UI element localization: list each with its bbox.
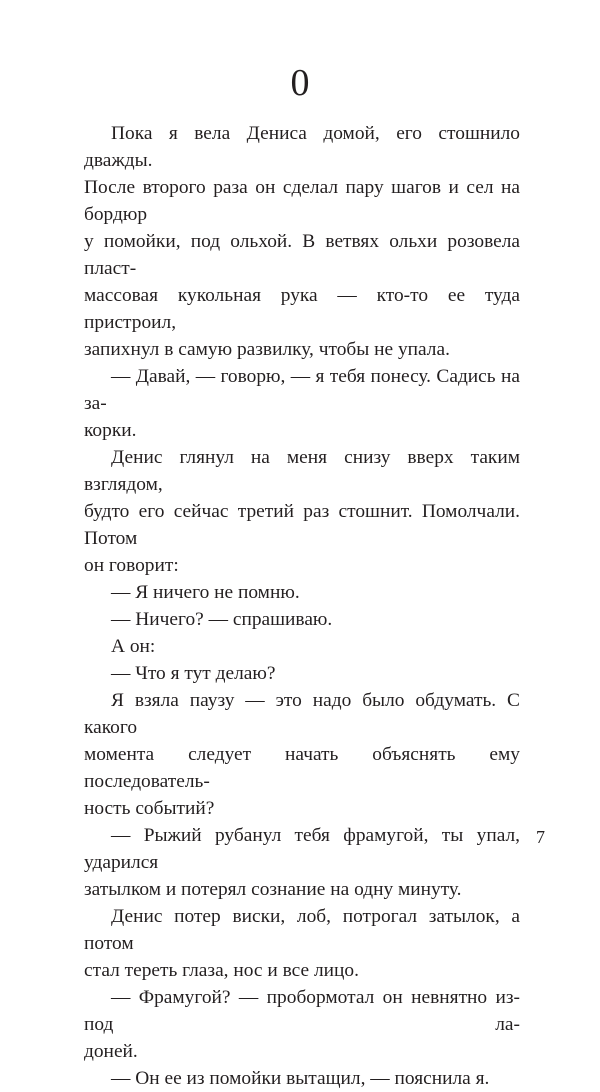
chapter-number: 0: [290, 62, 310, 104]
text-line: — Что я тут делаю?: [111, 663, 276, 684]
text-line: Денис потер виски, лоб, потрогал затылок, а потом: [84, 906, 520, 954]
paragraph: [84, 633, 520, 660]
text-line: затылком и потерял сознание на одну минуту.: [84, 879, 462, 900]
paragraph: [84, 120, 520, 363]
text-body: [84, 120, 520, 1092]
text-line: — Давай, — говорю, — я тебя понесу. Садись на за-: [84, 366, 520, 414]
text-line: Я взяла паузу — это надо было обдумать. С какого: [84, 690, 520, 738]
text-line: Пока я вела Дениса домой, его стошнило дважды.: [84, 123, 520, 171]
text-line: ность событий?: [84, 798, 215, 819]
text-line: у помойки, под ольхой. В ветвях ольхи розовела пласт-: [84, 231, 520, 279]
text-line: После второго раза он сделал пару шагов и сел на бордюр: [84, 177, 520, 225]
paragraph: [84, 363, 520, 444]
text-line: Денис глянул на меня снизу вверх таким взглядом,: [84, 447, 520, 495]
paragraph: [84, 822, 520, 903]
paragraph: [84, 660, 520, 687]
text-line: — Рыжий рубанул тебя фрамугой, ты упал, ударился: [84, 825, 520, 873]
paragraph: [84, 1065, 520, 1092]
paragraph: [84, 579, 520, 606]
paragraph: [84, 903, 520, 984]
text-line: массовая кукольная рука — кто-то ее туда пристроил,: [84, 285, 520, 333]
text-line: стал тереть глаза, нос и все лицо.: [84, 960, 359, 981]
paragraph: [84, 984, 520, 1065]
text-line: будто его сейчас третий раз стошнит. Помолчали. Потом: [84, 501, 520, 549]
paragraph: [84, 444, 520, 579]
text-line: — Ничего? — спрашиваю.: [111, 609, 333, 630]
page-number: 7: [536, 827, 545, 847]
text-line: — Фрамугой? — пробормотал он невнятно из-под ла-: [84, 987, 520, 1035]
text-line: — Я ничего не помню.: [111, 582, 300, 603]
text-line: доней.: [84, 1041, 138, 1062]
text-line: А он:: [111, 636, 156, 657]
text-line: корки.: [84, 420, 137, 441]
text-line: запихнул в самую развилку, чтобы не упала.: [84, 339, 450, 360]
text-line: момента следует начать объяснять ему последователь-: [84, 744, 520, 792]
text-line: — Он ее из помойки вытащил, — пояснила я.: [111, 1068, 490, 1089]
text-line: он говорит:: [84, 555, 179, 576]
paragraph: [84, 606, 520, 633]
paragraph: [84, 687, 520, 822]
